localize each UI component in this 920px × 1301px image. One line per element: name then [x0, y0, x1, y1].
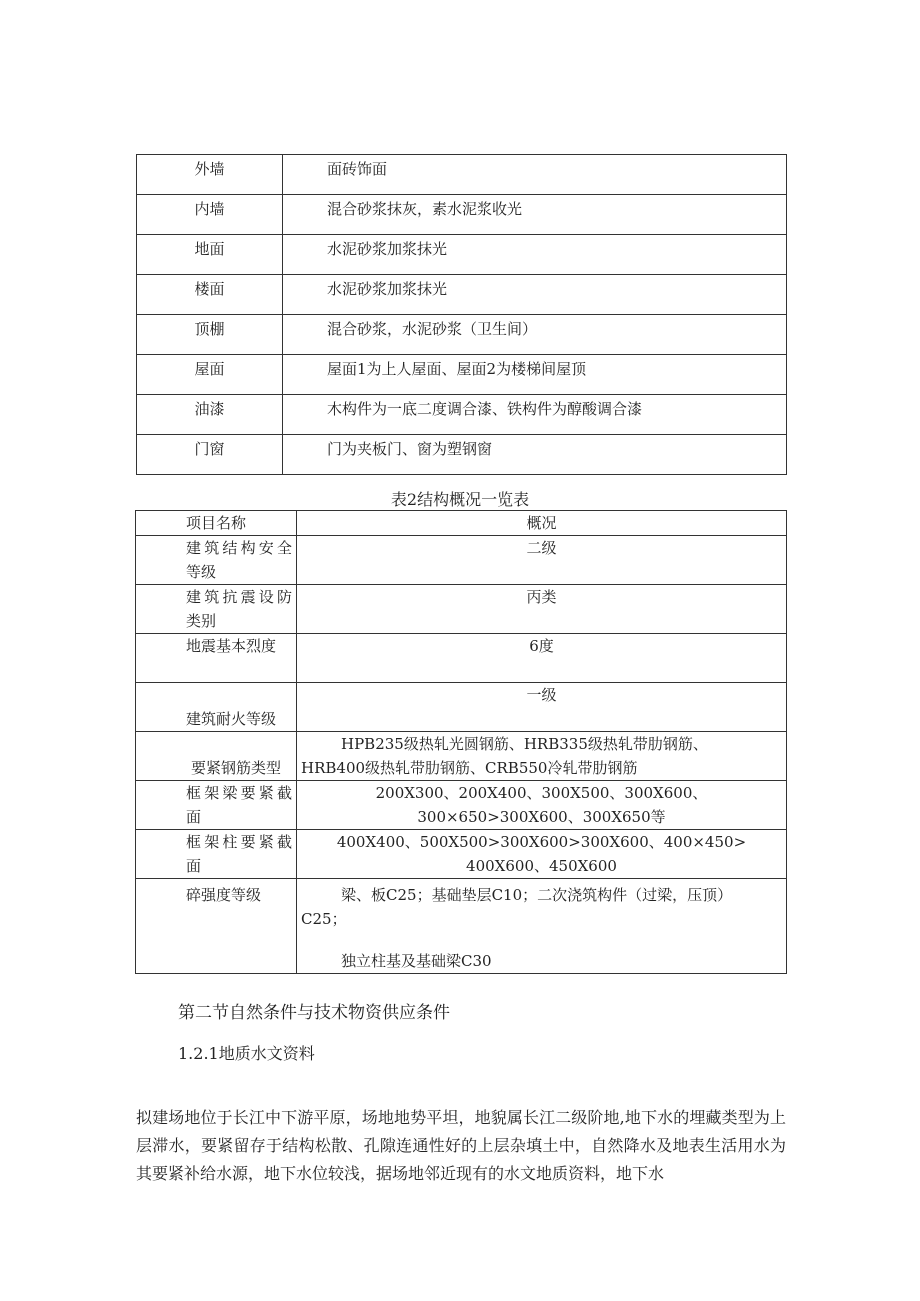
table-cell-item — [136, 536, 297, 585]
table-cell-item — [136, 781, 297, 830]
column-header-desc: 概况 — [297, 511, 787, 536]
desc-line: HPB235级热轧光圆钢筋、HRB335级热轧带肋钢筋、 — [341, 735, 708, 753]
table-row — [137, 395, 787, 435]
table-row — [136, 830, 787, 879]
table-cell-item: 顶棚 — [137, 315, 283, 355]
table-row — [137, 315, 787, 355]
table-cell-item: 油漆 — [137, 395, 283, 435]
body-paragraph: 拟建场地位于长江中下游平原，场地地势平坦，地貌属长江二级阶地,地下水的埋藏类型为上层滞水，要紧留存于结构松散、孔隙连通性好的上层杂填土中，自然降水及地表生活用水为其要紧补给水源，地下水位较浅，据场地邻近现有的水文地质资料，地下水 — [136, 1108, 786, 1183]
table-cell-item — [136, 732, 297, 781]
item-line: 建筑结构安全 — [186, 539, 292, 557]
table-cell-desc: 混合砂浆抹灰，素水泥浆收光 — [283, 195, 787, 235]
table-cell-item: 屋面 — [137, 355, 283, 395]
column-header-item: 项目名称 — [136, 511, 297, 536]
item-line: 框架梁要紧截 — [186, 784, 292, 802]
table-cell-item: 外墙 — [137, 155, 283, 195]
table-cell-item — [136, 683, 297, 732]
table-cell-desc: 水泥砂浆加浆抹光 — [283, 275, 787, 315]
table-row — [137, 235, 787, 275]
item-line: 框架柱要紧截 — [186, 833, 292, 851]
table-cell-desc: 丙类 — [297, 585, 787, 634]
table-cell-item: 碎强度等级 — [136, 879, 297, 974]
table-cell-desc: 面砖饰面 — [283, 155, 787, 195]
structure-table — [135, 510, 787, 974]
table-row — [136, 536, 787, 585]
table-caption: 表2结构概况一览表 — [390, 490, 530, 509]
table-row — [137, 195, 787, 235]
table-cell-item — [136, 585, 297, 634]
item-line: 建筑耐火等级 — [186, 710, 277, 728]
subsection-heading: 1.2.1地质水文资料 — [178, 1044, 315, 1063]
table-row — [137, 275, 787, 315]
table-cell-desc — [297, 830, 787, 879]
table-cell-desc — [297, 781, 787, 830]
table-cell-item: 内墙 — [137, 195, 283, 235]
table-cell-desc: 混合砂浆，水泥砂浆（卫生间） — [283, 315, 787, 355]
desc-line: 200X300、200X400、300X500、300X600、 — [375, 784, 708, 802]
table-cell-item: 地震基本烈度 — [136, 634, 297, 683]
table-row — [136, 683, 787, 732]
table-row — [136, 634, 787, 683]
table-row — [136, 781, 787, 830]
table-row — [137, 355, 787, 395]
table-cell-desc: 二级 — [297, 536, 787, 585]
item-line: 面 — [186, 808, 202, 826]
item-line: 建筑抗震设防 — [186, 588, 292, 606]
table-row — [136, 879, 787, 974]
table-row — [137, 155, 787, 195]
table-cell-desc: 一级 — [297, 683, 787, 732]
table-row — [136, 585, 787, 634]
item-line: 面 — [186, 857, 202, 875]
table-cell-desc — [297, 732, 787, 781]
table-header-row — [136, 511, 787, 536]
table-cell-desc: 门为夹板门、窗为塑钢窗 — [283, 435, 787, 475]
table-row — [137, 435, 787, 475]
finish-table — [136, 154, 787, 475]
item-line: 等级 — [186, 563, 217, 581]
section-heading: 第二节自然条件与技术物资供应条件 — [178, 1003, 450, 1023]
desc-line: C25； — [301, 910, 347, 928]
table-cell-desc: 屋面1为上人屋面、屋面2为楼梯间屋顶 — [283, 355, 787, 395]
desc-line: 400X600、450X600 — [466, 857, 617, 875]
table-cell-desc: 木构件为一底二度调合漆、铁构件为醇酸调合漆 — [283, 395, 787, 435]
table-cell-desc: 6度 — [297, 634, 787, 683]
table-cell-desc: 水泥砂浆加浆抹光 — [283, 235, 787, 275]
table-cell-item: 地面 — [137, 235, 283, 275]
item-line: 类别 — [186, 612, 217, 630]
table-cell-desc — [297, 879, 787, 974]
table-cell-item: 楼面 — [137, 275, 283, 315]
desc-line: 300×650>300X600、300X650等 — [417, 808, 666, 826]
table-cell-item — [136, 830, 297, 879]
desc-line: 梁、板C25；基础垫层C10；二次浇筑构件（过梁，压顶） — [341, 886, 733, 904]
table-row — [136, 732, 787, 781]
desc-line: 独立柱基及基础梁C30 — [341, 952, 492, 970]
desc-line: 400X400、500X500>300X600>300X600、400×450> — [336, 833, 747, 851]
desc-line: HRB400级热轧带肋钢筋、CRB550冷轧带肋钢筋 — [301, 759, 638, 777]
item-line: 要紧钢筋类型 — [190, 759, 281, 777]
table-cell-item: 门窗 — [137, 435, 283, 475]
